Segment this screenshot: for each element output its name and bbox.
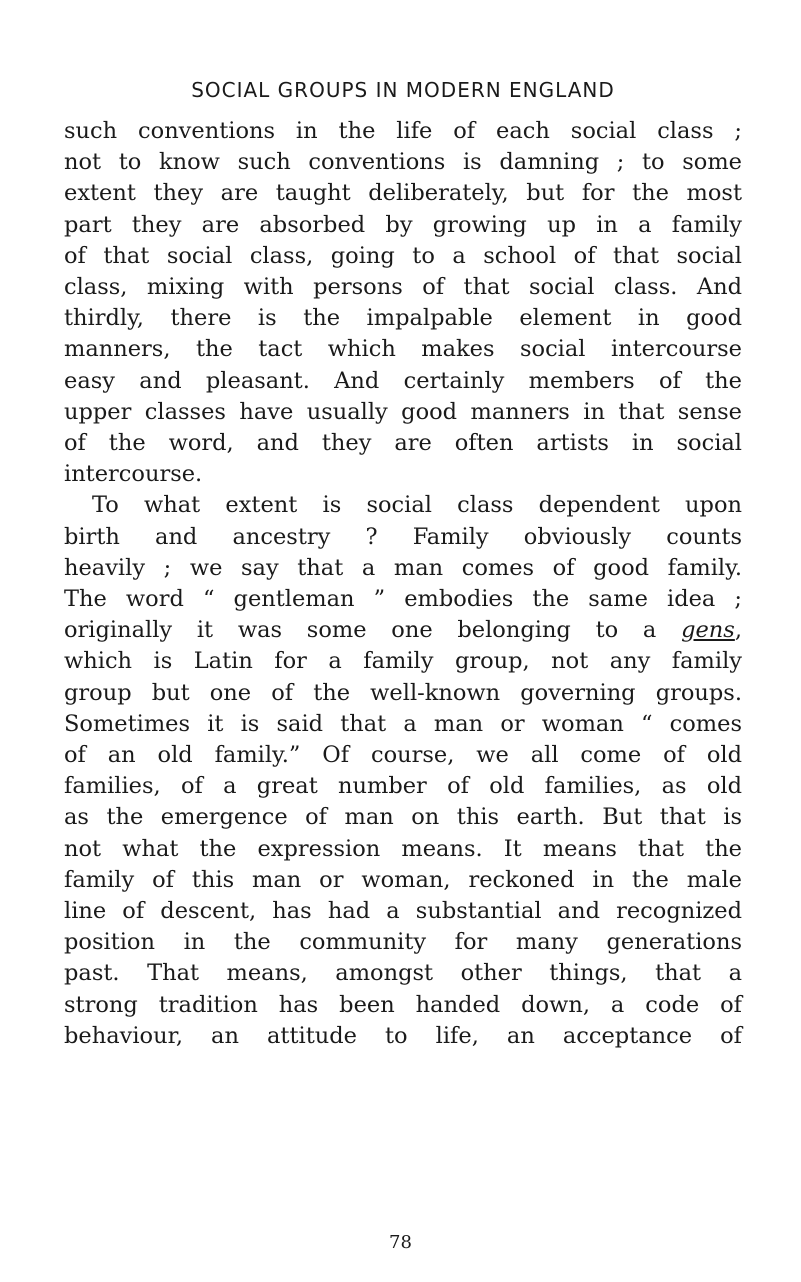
text-line: To what extent is social class dependent upon xyxy=(92,492,742,519)
paragraph-1 xyxy=(64,116,742,490)
text-line: extent they are taught deliberately, but for the most xyxy=(64,180,742,207)
text-line: not what the expression means. It means that the xyxy=(64,835,742,862)
text-line: group but one of the well-known governing groups. xyxy=(64,679,742,706)
text-line: birth and ancestry ? Family obviously counts xyxy=(64,523,742,550)
text-line-with-gens: originally it was some one belonging to a gens, xyxy=(64,617,742,644)
text-line: thirdly, there is the impalpable element in good xyxy=(64,305,742,332)
page-number: 78 xyxy=(389,1232,412,1253)
text-line: of that social class, going to a school of that social xyxy=(64,242,742,269)
text-line: such conventions in the life of each social class ; xyxy=(64,118,742,144)
text-line: as the emergence of man on this earth. But that is xyxy=(64,804,742,831)
text-line: line of descent, has had a substantial and recognized xyxy=(64,898,742,925)
text-line: not to know such conventions is damning ; to some xyxy=(64,149,742,176)
text-line: strong tradition has been handed down, a code of xyxy=(64,991,742,1018)
text-line: past. That means, amongst other things, that a xyxy=(64,960,742,987)
text-line: class, mixing with persons of that social class. And xyxy=(64,274,742,301)
text-line: families, of a great number of old families, as old xyxy=(64,773,742,800)
text-line: intercourse. xyxy=(64,461,203,488)
text-line: heavily ; we say that a man comes of good family. xyxy=(64,554,742,581)
text-line: which is Latin for a family group, not any family xyxy=(64,648,742,675)
text-line: upper classes have usually good manners in that sense xyxy=(64,398,742,425)
latin-word-gens: gens xyxy=(681,617,735,644)
text-line: of an old family.” Of course, we all come of old xyxy=(64,742,742,769)
text-line: manners, the tact which makes social intercourse xyxy=(64,336,742,363)
text-line: part they are absorbed by growing up in a family xyxy=(64,211,742,238)
body-text xyxy=(64,116,742,1052)
text-line: behaviour, an attitude to life, an acceptance of xyxy=(64,1022,742,1049)
running-head: SOCIAL GROUPS IN MODERN ENGLAND xyxy=(191,78,615,102)
text-line: position in the community for many generations xyxy=(64,929,742,956)
text-line: family of this man or woman, reckoned in the male xyxy=(64,866,742,893)
book-page xyxy=(64,74,742,1052)
text-line: The word “ gentleman ” embodies the same idea ; xyxy=(64,586,742,613)
paragraph-2 xyxy=(64,490,742,1052)
text-line: Sometimes it is said that a man or woman “ comes xyxy=(64,710,742,737)
text-line: easy and pleasant. And certainly members of the xyxy=(64,367,742,394)
text-line: of the word, and they are often artists in social xyxy=(64,430,742,457)
